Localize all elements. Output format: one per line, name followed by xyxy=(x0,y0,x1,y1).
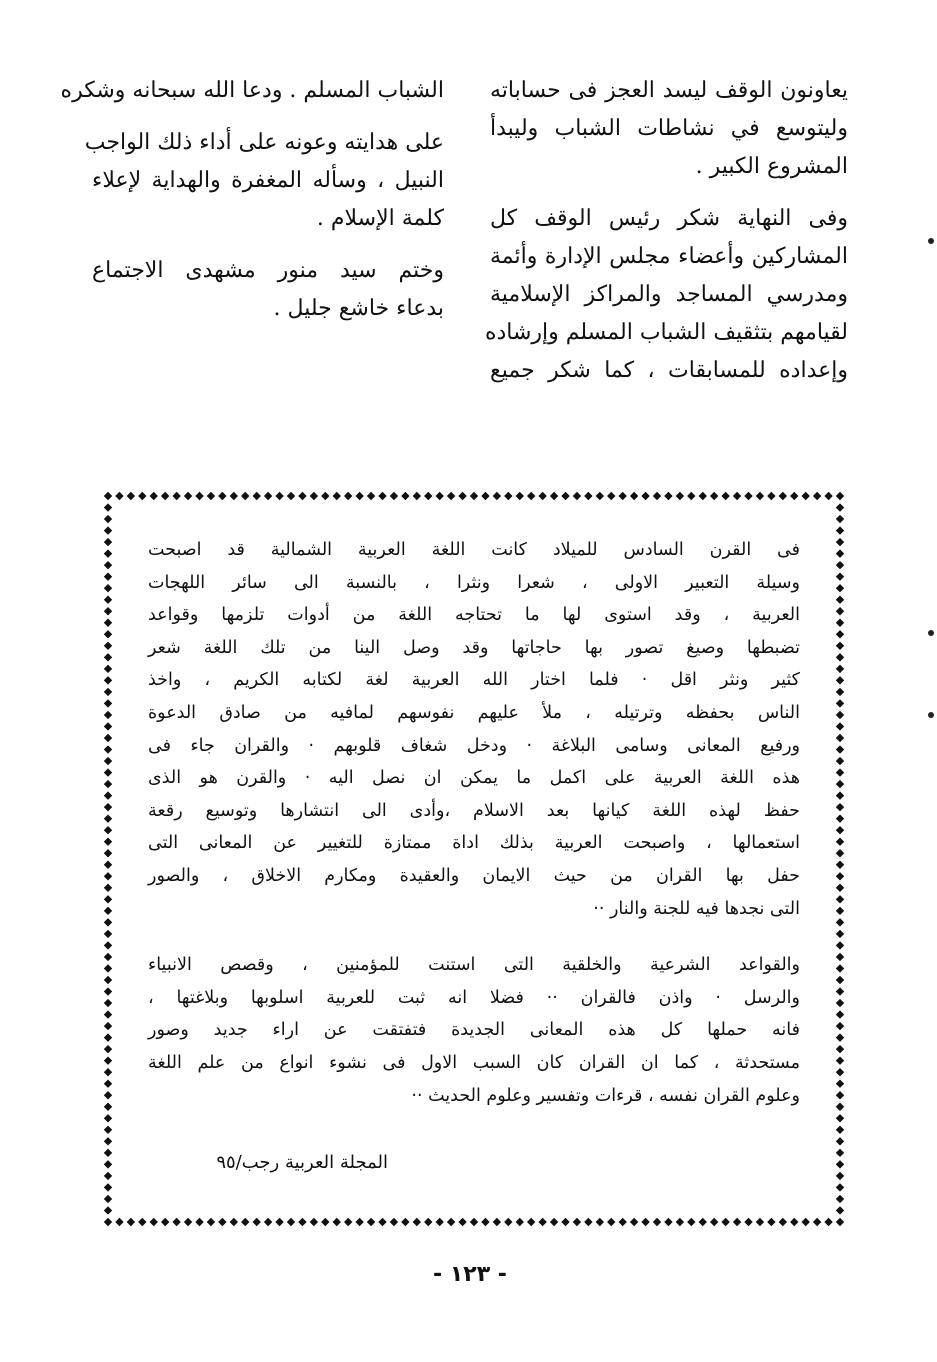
border-diamond xyxy=(104,768,112,776)
text-line: لقيامهم بتثقيف الشباب المسلم وإرشاده xyxy=(484,320,848,345)
border-diamond xyxy=(104,814,112,822)
border-diamond xyxy=(801,492,809,500)
border-diamond xyxy=(836,1068,844,1076)
border-diamond xyxy=(298,1218,306,1226)
border-diamond xyxy=(104,930,112,938)
border-diamond xyxy=(721,1218,729,1226)
border-diamond xyxy=(104,1195,112,1203)
border-diamond xyxy=(836,884,844,892)
text-line: تضبطها وصيغ تصور بها حاجاتها وقد وصل الينا من تلك اللغة شعر xyxy=(148,637,800,658)
border-diamond xyxy=(516,1218,524,1226)
border-diamond xyxy=(161,492,169,500)
border-diamond xyxy=(836,734,844,742)
border-diamond xyxy=(767,1218,775,1226)
border-diamond xyxy=(104,826,112,834)
border-diamond xyxy=(836,941,844,949)
text-line: النبيل ، وسأله المغفرة والهداية لإعلاء xyxy=(92,168,444,193)
border-diamond xyxy=(172,492,180,500)
border-diamond xyxy=(836,1172,844,1180)
border-diamond xyxy=(355,1218,363,1226)
border-diamond xyxy=(527,492,535,500)
border-diamond xyxy=(481,492,489,500)
text-line: كثير ونثر اقل · فلما اختار الله العربية لغة لكتابه الكريم ، واخذ xyxy=(148,670,800,691)
border-diamond xyxy=(401,1218,409,1226)
text-line: هذه اللغة العربية على اكمل ما يمكن ان نصل اليه · والقرن هو الذى xyxy=(148,768,800,789)
framed-quote-box xyxy=(100,488,848,1230)
border-diamond xyxy=(104,1126,112,1134)
border-diamond xyxy=(836,953,844,961)
border-diamond xyxy=(104,699,112,707)
border-diamond xyxy=(779,1218,787,1226)
border-diamond xyxy=(458,492,466,500)
border-diamond xyxy=(527,1218,535,1226)
text-line: حفل بها القران من حيث الايمان والعقيدة ومكارم الاخلاق ، والصور xyxy=(148,865,800,886)
border-diamond xyxy=(138,492,146,500)
border-diamond xyxy=(836,930,844,938)
border-diamond xyxy=(836,1195,844,1203)
border-diamond xyxy=(275,1218,283,1226)
text-line: فانه حملها كل هذه المعانى الجديدة فتفتقت عن اراء جديد وصور xyxy=(148,1020,800,1041)
border-diamond xyxy=(824,492,832,500)
border-diamond xyxy=(836,642,844,650)
border-diamond xyxy=(161,1218,169,1226)
border-diamond xyxy=(836,630,844,638)
border-diamond xyxy=(664,1218,672,1226)
border-diamond xyxy=(710,1218,718,1226)
border-diamond xyxy=(836,861,844,869)
border-diamond xyxy=(618,1218,626,1226)
border-diamond xyxy=(596,1218,604,1226)
border-diamond xyxy=(310,1218,318,1226)
border-diamond xyxy=(218,492,226,500)
border-diamond xyxy=(127,492,135,500)
border-diamond xyxy=(767,492,775,500)
border-diamond xyxy=(104,596,112,604)
border-diamond xyxy=(104,584,112,592)
border-diamond xyxy=(801,1218,809,1226)
border-diamond xyxy=(824,1218,832,1226)
border-diamond xyxy=(321,492,329,500)
border-diamond xyxy=(836,722,844,730)
border-diamond xyxy=(836,872,844,880)
border-diamond xyxy=(104,653,112,661)
border-diamond xyxy=(607,1218,615,1226)
border-diamond xyxy=(836,999,844,1007)
border-diamond xyxy=(138,1218,146,1226)
border-diamond xyxy=(733,1218,741,1226)
text-line: الناس بحفظه وترتيله ، ملأ عليهم نفوسهم لمافيه من صادق الدعوة xyxy=(148,702,800,723)
border-diamond xyxy=(641,492,649,500)
border-diamond xyxy=(104,791,112,799)
border-diamond xyxy=(699,492,707,500)
border-diamond xyxy=(836,964,844,972)
border-diamond xyxy=(424,492,432,500)
border-diamond xyxy=(836,987,844,995)
border-diamond xyxy=(104,1010,112,1018)
border-diamond xyxy=(104,757,112,765)
border-diamond xyxy=(104,630,112,638)
border-diamond xyxy=(836,1160,844,1168)
text-line: يعاونون الوقف ليسد العجز فى حساباته xyxy=(490,78,848,103)
border-diamond xyxy=(836,1103,844,1111)
border-diamond xyxy=(516,492,524,500)
border-diamond xyxy=(104,861,112,869)
border-diamond xyxy=(287,1218,295,1226)
border-diamond xyxy=(390,1218,398,1226)
border-diamond xyxy=(676,1218,684,1226)
border-diamond xyxy=(344,1218,352,1226)
border-diamond xyxy=(836,976,844,984)
border-diamond xyxy=(230,492,238,500)
border-diamond xyxy=(458,1218,466,1226)
border-diamond xyxy=(790,492,798,500)
border-diamond xyxy=(836,596,844,604)
border-diamond xyxy=(584,1218,592,1226)
border-diamond xyxy=(355,492,363,500)
text-line: التى نجدها فيه للجنة والنار ·· xyxy=(593,898,800,919)
border-diamond xyxy=(836,1183,844,1191)
border-diamond xyxy=(435,1218,443,1226)
border-diamond xyxy=(104,872,112,880)
border-diamond xyxy=(104,1091,112,1099)
border-diamond xyxy=(836,665,844,673)
border-diamond xyxy=(641,1218,649,1226)
border-diamond xyxy=(104,780,112,788)
border-diamond xyxy=(813,1218,821,1226)
border-diamond xyxy=(298,492,306,500)
border-diamond xyxy=(104,665,112,673)
border-diamond xyxy=(104,572,112,580)
text-line: وسيلة التعبير الاولى ، شعرا ونثرا ، بالنسبة الى سائر اللهجات xyxy=(148,572,800,593)
text-line: على هدايته وعونه على أداء ذلك الواجب xyxy=(84,130,444,155)
border-diamond xyxy=(275,492,283,500)
border-diamond xyxy=(573,492,581,500)
border-diamond xyxy=(104,722,112,730)
source-citation: المجلة العربية رجب/٩٥ xyxy=(216,1152,388,1173)
border-diamond xyxy=(504,1218,512,1226)
border-diamond xyxy=(687,1218,695,1226)
border-diamond xyxy=(424,1218,432,1226)
border-diamond xyxy=(252,492,260,500)
quote-text xyxy=(148,534,800,1112)
text-line: الشباب المسلم . ودعا الله سبحانه وشكره xyxy=(60,78,444,103)
border-diamond xyxy=(184,492,192,500)
text-line: المشروع الكبير . xyxy=(695,154,848,179)
border-diamond xyxy=(104,838,112,846)
border-diamond xyxy=(104,688,112,696)
border-diamond xyxy=(481,1218,489,1226)
text-line: ورفيع المعانى وسامى البلاغة · ودخل شغاف قلوبهم · والقران جاء فى xyxy=(148,735,800,756)
border-diamond xyxy=(721,492,729,500)
border-diamond xyxy=(584,492,592,500)
border-diamond xyxy=(836,803,844,811)
border-diamond xyxy=(150,1218,158,1226)
border-diamond xyxy=(104,1137,112,1145)
border-diamond xyxy=(104,1149,112,1157)
border-diamond xyxy=(744,1218,752,1226)
margin-dot xyxy=(928,630,934,636)
border-diamond xyxy=(836,1218,844,1226)
border-diamond xyxy=(550,492,558,500)
border-diamond xyxy=(115,492,123,500)
text-line: حفظ لهذه اللغة كيانها بعد الاسلام ،وأدى الى انتشارها وتوسيع رقعة xyxy=(148,800,800,821)
border-diamond xyxy=(836,526,844,534)
border-diamond xyxy=(836,515,844,523)
border-diamond xyxy=(104,526,112,534)
border-diamond xyxy=(836,1091,844,1099)
border-diamond xyxy=(836,572,844,580)
text-line: المشاركين وأعضاء مجلس الإدارة وأئمة xyxy=(490,244,848,269)
border-diamond xyxy=(104,549,112,557)
border-diamond xyxy=(836,1033,844,1041)
border-diamond xyxy=(836,1206,844,1214)
border-diamond xyxy=(836,907,844,915)
border-diamond xyxy=(104,1206,112,1214)
border-diamond xyxy=(836,1045,844,1053)
border-diamond xyxy=(836,619,844,627)
border-diamond xyxy=(836,1022,844,1030)
border-diamond xyxy=(104,561,112,569)
border-diamond xyxy=(104,976,112,984)
border-diamond xyxy=(550,1218,558,1226)
border-diamond xyxy=(836,838,844,846)
border-diamond xyxy=(378,492,386,500)
border-diamond xyxy=(218,1218,226,1226)
text-line: فى القرن السادس للميلاد كانت اللغة العربية الشمالية قد اصبحت xyxy=(148,540,800,560)
border-diamond xyxy=(504,492,512,500)
border-diamond xyxy=(836,584,844,592)
article-left-column xyxy=(60,72,444,328)
border-diamond xyxy=(104,849,112,857)
border-diamond xyxy=(104,999,112,1007)
border-diamond xyxy=(756,492,764,500)
border-diamond xyxy=(561,492,569,500)
border-diamond xyxy=(104,987,112,995)
border-diamond xyxy=(836,561,844,569)
border-diamond xyxy=(333,492,341,500)
border-diamond xyxy=(836,814,844,822)
border-diamond xyxy=(104,1068,112,1076)
border-diamond xyxy=(104,1045,112,1053)
border-diamond xyxy=(401,492,409,500)
border-diamond xyxy=(344,492,352,500)
border-diamond xyxy=(241,492,249,500)
border-diamond xyxy=(836,1114,844,1122)
border-diamond xyxy=(790,1218,798,1226)
border-diamond xyxy=(104,1172,112,1180)
border-diamond xyxy=(321,1218,329,1226)
border-diamond xyxy=(230,1218,238,1226)
border-diamond xyxy=(413,1218,421,1226)
border-diamond xyxy=(447,1218,455,1226)
border-diamond xyxy=(664,492,672,500)
border-diamond xyxy=(836,503,844,511)
border-diamond xyxy=(104,953,112,961)
border-diamond xyxy=(241,1218,249,1226)
text-line: العربية ، وقد استوى لها ما تحتاجه اللغة من أدوات تلزمها وقواعد xyxy=(148,605,800,626)
border-diamond xyxy=(699,1218,707,1226)
border-diamond xyxy=(630,492,638,500)
border-diamond xyxy=(573,1218,581,1226)
border-diamond xyxy=(264,492,272,500)
border-diamond xyxy=(836,676,844,684)
border-diamond xyxy=(104,734,112,742)
border-diamond xyxy=(447,492,455,500)
border-diamond xyxy=(104,918,112,926)
border-diamond xyxy=(538,1218,546,1226)
border-diamond xyxy=(435,492,443,500)
border-diamond xyxy=(104,515,112,523)
border-diamond xyxy=(630,1218,638,1226)
border-diamond xyxy=(836,1080,844,1088)
border-diamond xyxy=(836,549,844,557)
border-diamond xyxy=(653,1218,661,1226)
margin-dot xyxy=(928,712,934,718)
border-diamond xyxy=(470,492,478,500)
border-diamond xyxy=(836,538,844,546)
border-diamond xyxy=(264,1218,272,1226)
border-diamond xyxy=(836,849,844,857)
border-diamond xyxy=(836,1149,844,1157)
border-diamond xyxy=(836,1010,844,1018)
border-diamond xyxy=(172,1218,180,1226)
text-line: بدعاء خاشع جليل . xyxy=(273,296,444,321)
border-diamond xyxy=(252,1218,260,1226)
border-diamond xyxy=(744,492,752,500)
border-diamond xyxy=(104,803,112,811)
border-diamond xyxy=(104,503,112,511)
border-diamond xyxy=(150,492,158,500)
border-diamond xyxy=(836,895,844,903)
border-diamond xyxy=(538,492,546,500)
border-diamond xyxy=(333,1218,341,1226)
border-diamond xyxy=(104,1080,112,1088)
border-diamond xyxy=(836,768,844,776)
border-diamond xyxy=(104,642,112,650)
border-diamond xyxy=(710,492,718,500)
border-diamond xyxy=(470,1218,478,1226)
border-diamond xyxy=(104,1160,112,1168)
border-diamond xyxy=(207,1218,215,1226)
border-diamond xyxy=(104,1218,112,1226)
text-line: ومدرسي المساجد والمراكز الإسلامية xyxy=(490,282,848,307)
text-line: وليتوسع في نشاطات الشباب وليبدأ xyxy=(490,116,848,141)
text-line: وإعداده للمسابقات ، كما شكر جميع xyxy=(490,358,848,383)
border-diamond xyxy=(836,711,844,719)
border-diamond xyxy=(836,826,844,834)
border-diamond xyxy=(836,492,844,500)
border-diamond xyxy=(836,745,844,753)
article-right-column xyxy=(484,72,848,390)
border-diamond xyxy=(756,1218,764,1226)
border-diamond xyxy=(836,918,844,926)
border-diamond xyxy=(836,699,844,707)
border-diamond xyxy=(310,492,318,500)
border-diamond xyxy=(104,1022,112,1030)
border-diamond xyxy=(836,1137,844,1145)
border-diamond xyxy=(836,1126,844,1134)
border-diamond xyxy=(367,492,375,500)
border-diamond xyxy=(104,1056,112,1064)
border-diamond xyxy=(184,1218,192,1226)
border-diamond xyxy=(115,1218,123,1226)
text-line: مستحدثة ، كما ان القران كان السبب الاول فى نشوء انواع من علم اللغة xyxy=(148,1052,800,1073)
border-diamond xyxy=(836,607,844,615)
border-diamond xyxy=(104,1103,112,1111)
border-diamond xyxy=(687,492,695,500)
border-diamond xyxy=(733,492,741,500)
border-diamond xyxy=(607,492,615,500)
border-diamond xyxy=(195,1218,203,1226)
border-diamond xyxy=(104,711,112,719)
border-diamond xyxy=(813,492,821,500)
border-diamond xyxy=(104,895,112,903)
border-diamond xyxy=(390,492,398,500)
border-diamond xyxy=(207,492,215,500)
border-diamond xyxy=(493,492,501,500)
border-diamond xyxy=(104,884,112,892)
border-diamond xyxy=(836,780,844,788)
border-diamond xyxy=(104,907,112,915)
border-diamond xyxy=(596,492,604,500)
border-diamond xyxy=(836,757,844,765)
border-diamond xyxy=(836,1056,844,1064)
text-line: كلمة الإسلام . xyxy=(316,206,444,231)
border-diamond xyxy=(104,745,112,753)
border-diamond xyxy=(104,1033,112,1041)
border-diamond xyxy=(195,492,203,500)
page-number: - ١٢٣ - xyxy=(433,1262,507,1287)
border-diamond xyxy=(493,1218,501,1226)
border-diamond xyxy=(127,1218,135,1226)
text-line: وفى النهاية شكر رئيس الوقف كل xyxy=(490,206,848,231)
border-diamond xyxy=(779,492,787,500)
border-diamond xyxy=(104,607,112,615)
border-diamond xyxy=(104,1114,112,1122)
border-diamond xyxy=(104,538,112,546)
border-diamond xyxy=(653,492,661,500)
border-diamond xyxy=(104,941,112,949)
border-diamond xyxy=(413,492,421,500)
border-diamond xyxy=(104,964,112,972)
border-diamond xyxy=(104,492,112,500)
text-line: والرسل · واذن فالقران ·· فضلا انه ثبت للعربية اسلوبها وبلاغتها ، xyxy=(148,987,800,1008)
text-line: استعمالها ، واصبحت العربية بذلك اداة ممتازة للتغيير عن المعانى التى xyxy=(148,833,800,854)
border-diamond xyxy=(104,1183,112,1191)
margin-dot xyxy=(928,238,934,244)
border-diamond xyxy=(836,653,844,661)
border-diamond xyxy=(836,688,844,696)
border-diamond xyxy=(104,676,112,684)
border-diamond xyxy=(378,1218,386,1226)
border-diamond xyxy=(104,619,112,627)
border-diamond xyxy=(287,492,295,500)
border-diamond xyxy=(561,1218,569,1226)
border-diamond xyxy=(676,492,684,500)
border-diamond xyxy=(367,1218,375,1226)
text-line: والقواعد الشرعية والخلقية التى استنت للمؤمنين ، وقصص الانبياء xyxy=(148,955,800,976)
text-line: وختم سيد منور مشهدى الاجتماع xyxy=(92,258,444,283)
text-line: وعلوم القران نفسه ، قرءات وتفسير وعلوم الحديث ·· xyxy=(411,1085,800,1106)
border-diamond xyxy=(618,492,626,500)
border-diamond xyxy=(836,791,844,799)
